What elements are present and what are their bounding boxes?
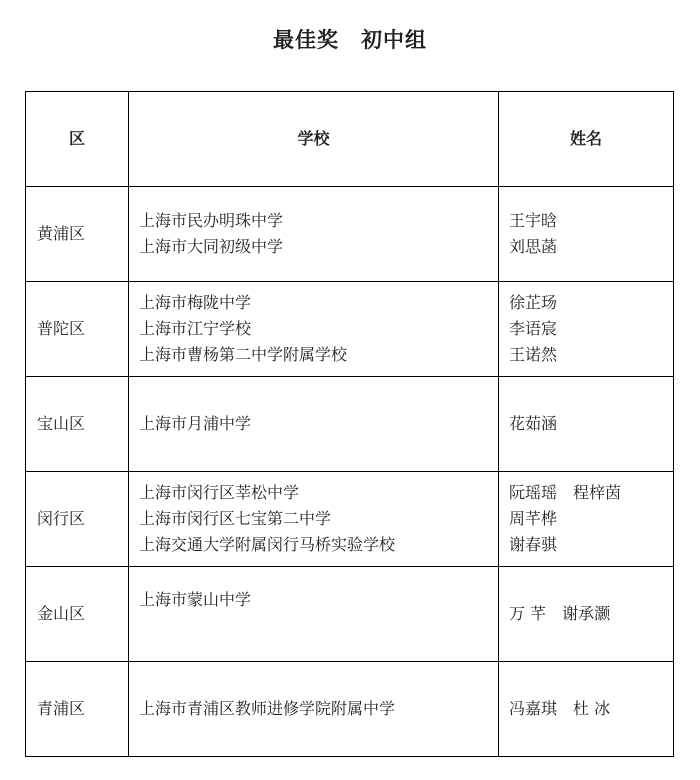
student-name: 周芊桦 xyxy=(509,509,558,528)
names-cell xyxy=(499,282,674,377)
student-name: 徐芷玚 xyxy=(509,293,558,312)
table-row xyxy=(26,567,674,662)
school-cell xyxy=(129,567,499,662)
student-name: 王诺然 xyxy=(509,345,558,364)
school-name: 上海市月浦中学 xyxy=(139,414,252,433)
student-name: 谢春骐 xyxy=(509,535,558,554)
district-cell: 宝山区 xyxy=(26,377,129,472)
school-name: 上海市大同初级中学 xyxy=(139,237,284,256)
school-name: 上海市闵行区莘松中学 xyxy=(139,483,300,502)
district-cell: 普陀区 xyxy=(26,282,129,377)
table-row xyxy=(26,282,674,377)
school-cell xyxy=(129,377,499,472)
award-table xyxy=(25,91,674,757)
district-cell: 黄浦区 xyxy=(26,187,129,282)
student-name: 王宇晗 xyxy=(509,211,558,230)
header-name: 姓名 xyxy=(499,92,674,187)
names-cell xyxy=(499,187,674,282)
student-name: 阮瑶瑶 程梓茵 xyxy=(509,483,622,502)
district-cell: 闵行区 xyxy=(26,472,129,567)
student-name: 刘思菡 xyxy=(509,237,558,256)
student-name: 李语宸 xyxy=(509,319,558,338)
names-cell xyxy=(499,662,674,757)
school-name: 上海市曹杨第二中学附属学校 xyxy=(139,345,348,364)
student-name: 冯嘉琪 杜 冰 xyxy=(509,699,611,718)
table-row xyxy=(26,472,674,567)
school-name: 上海市青浦区教师进修学院附属中学 xyxy=(139,699,396,718)
table-row xyxy=(26,187,674,282)
school-cell xyxy=(129,662,499,757)
school-cell xyxy=(129,282,499,377)
school-name: 上海市闵行区七宝第二中学 xyxy=(139,509,332,528)
school-name: 上海市江宁学校 xyxy=(139,319,252,338)
names-cell xyxy=(499,377,674,472)
school-cell xyxy=(129,472,499,567)
school-name: 上海市蒙山中学 xyxy=(139,590,252,609)
district-cell: 青浦区 xyxy=(26,662,129,757)
header-school: 学校 xyxy=(129,92,499,187)
district-cell: 金山区 xyxy=(26,567,129,662)
header-row xyxy=(26,92,674,187)
page-title: 最佳奖 初中组 xyxy=(273,27,427,52)
school-name: 上海交通大学附属闵行马桥实验学校 xyxy=(139,535,396,554)
table-row xyxy=(26,662,674,757)
school-name: 上海市民办明珠中学 xyxy=(139,211,284,230)
table-row xyxy=(26,377,674,472)
names-cell xyxy=(499,567,674,662)
student-name: 花茹涵 xyxy=(509,414,558,433)
school-name: 上海市梅陇中学 xyxy=(139,293,252,312)
student-name: 万 芊 谢承灏 xyxy=(509,604,611,623)
school-cell xyxy=(129,187,499,282)
header-district: 区 xyxy=(26,92,129,187)
names-cell xyxy=(499,472,674,567)
